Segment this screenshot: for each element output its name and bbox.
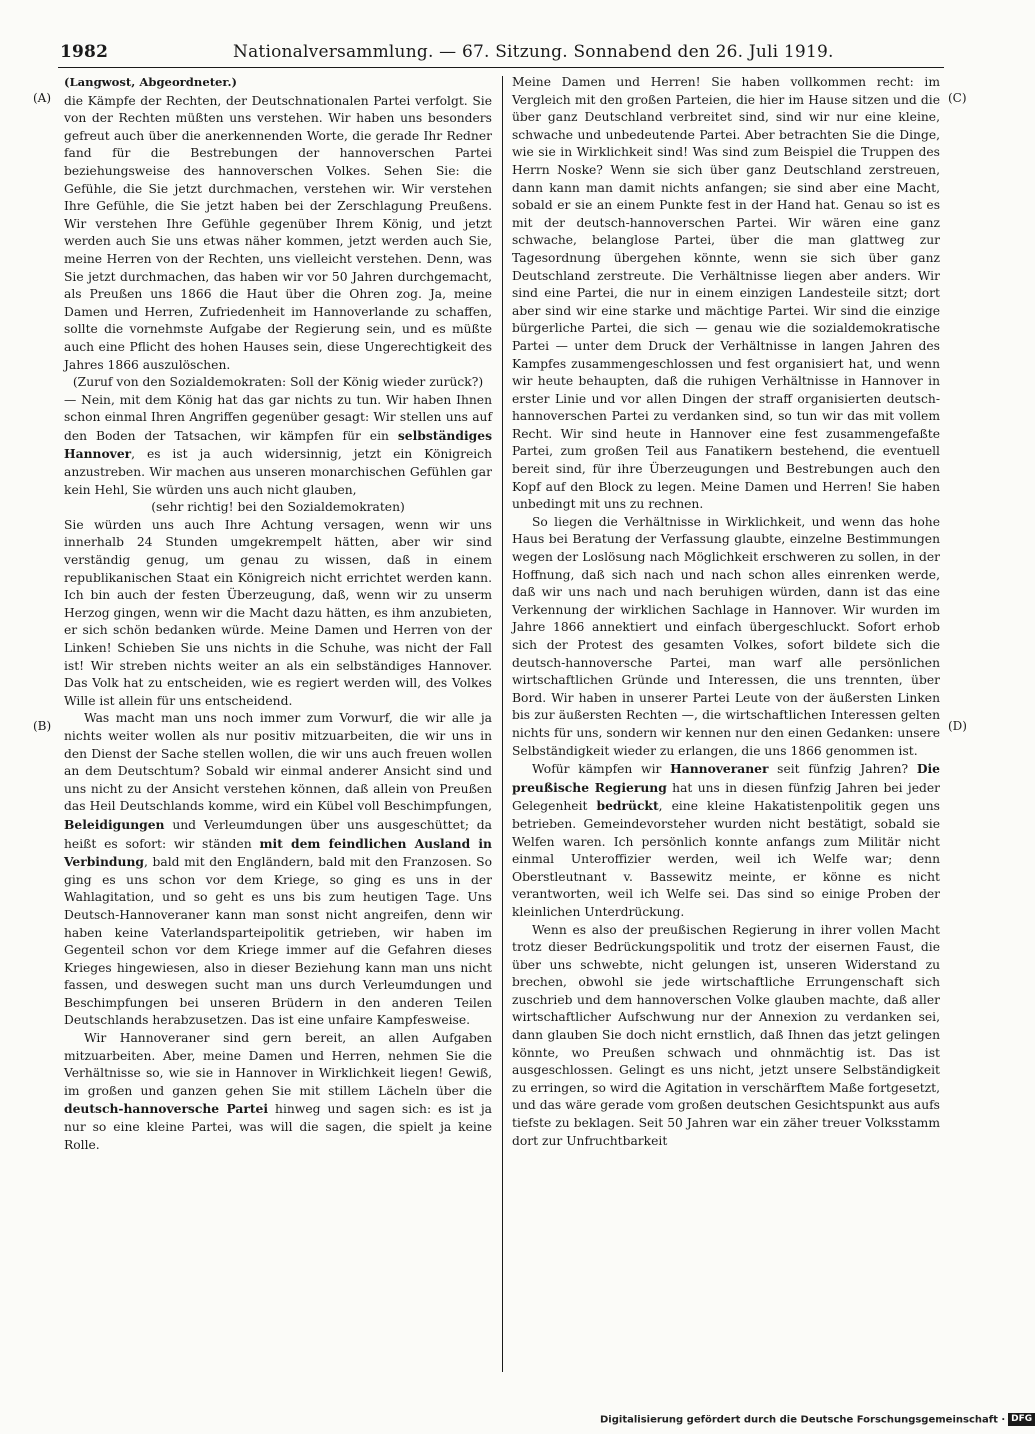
emphasis: Die preußische Regierung	[512, 761, 941, 795]
text-run: Wir Hannoveraner sind gern bereit, an allen Aufgaben mitzuarbeiten. Aber, meine Damen und Herren, nehmen Sie die Verhältnisse so, wie sie in Hannover in Wirklichkeit liegen! Gewiß, im großen und ganzen gehen Sie mit stillem Lächeln über die	[64, 1031, 492, 1098]
paragraph	[64, 1030, 492, 1154]
interjection: (sehr richtig! bei den Sozialdemokraten)	[151, 500, 405, 515]
right-column	[512, 74, 940, 1150]
left-column	[64, 74, 492, 1154]
paragraph	[64, 392, 492, 500]
text-run: , es ist ja auch widersinnig, jetzt ein Königreich anzustreben. Wir machen aus unseren monarchischen Gefühlen gar kein Hehl, Sie würden uns auch nicht glauben,	[64, 447, 492, 497]
speaker-label: (Langwost, Abgeordneter.)	[64, 75, 237, 89]
text-run: und Verleumdungen über uns ausgeschüttet; da heißt es sofort: wir ständen	[64, 817, 492, 851]
emphasis: Beleidigungen	[64, 816, 165, 832]
digitization-credit	[600, 1413, 1033, 1429]
margin-letter-c: (C)	[948, 91, 967, 105]
page-header	[58, 40, 944, 66]
emphasis: mit dem feindlichen Ausland in Verbindung	[64, 835, 492, 870]
margin-letter-b: (B)	[33, 719, 52, 733]
margin-letter-d: (D)	[948, 719, 967, 733]
dfg-logo: DFG	[1008, 1413, 1035, 1426]
running-head: Nationalversammlung. — 67. Sitzung. Sonnabend den 26. Juli 1919.	[233, 42, 834, 62]
text-run: — Nein, mit dem König hat das gar nichts zu tun. Wir haben Ihnen schon einmal Ihren Angriffen gegenüber gesagt: Wir stellen uns auf den Boden der Tatsachen, wir kämpfen für ein	[64, 392, 492, 443]
header-rule	[58, 67, 944, 68]
paragraph: So liegen die Verhältnisse in Wirklichkeit, und wenn das hohe Haus bei Beratung der Verfassung glaubte, einzelne Bestimmungen wegen der Loslösung nach Möglichkeit erschweren zu sollen, in der Hoffnung, daß sich nach und nach schon alles einrenken werde, daß wir uns nach und nach beruhigen würden, dann ist das eine Verkennung der wirklichen Sachlage in Hannover. Wir wurden im Jahre 1866 annektiert und einfach übergeschluckt. Sofort erhob sich der Protest des gesamten Volkes, sofort bildete sich die deutsch-hannoversche Partei, man warf alle persönlichen wirtschaftlichen Gründe und Interessen, die uns trennten, über Bord. Wir haben in unserer Partei Leute von der äußersten Linken bis zur äußersten Rechten —, die wirtschaftlichen Interessen gelten nichts für uns, sondern wir kennen nur den einen Gedanken: unsere Selbständigkeit wieder zu erlangen, die uns 1866 genommen ist.	[512, 514, 940, 758]
text-run: hat uns in diesen fünfzig Jahren bei jeder Gelegenheit	[512, 780, 940, 814]
paragraph: Meine Damen und Herren! Sie haben vollkommen recht: im Vergleich mit den großen Parteien, die hier im Hause sitzen und die über ganz Deutschland verbreitet sind, sind wir nur eine kleine, schwache und unbedeutende Partei. Aber betrachten Sie die Dinge, wie sie in Wirklichkeit sind! Was sind zum Beispiel die Truppen des Herrn Noske? Wenn sie sich über ganz Deutschland zerstreuen, dann kann man damit nichts anfangen; sie sind aber eine Macht, sobald er sie an einem Punkte fest in der Hand hat. Genau so ist es mit der deutsch-hannoverschen Partei. Wir wären eine ganz schwache, belanglose Partei, über die man glattweg zur Tagesordnung übergehen könnte, wenn sie sich über ganz Deutschland zerstreute. Die Verhältnisse liegen aber anders. Wir sind eine Partei, die nur in einem einzigen Landesteile sitzt; dort aber sind wir eine starke und mächtige Partei. Wir sind die einzige bürgerliche Partei, die sich — genau wie die sozialdemokratische Partei — unter dem Druck der Verhältnisse in langen Jahren des Kampfes zusammengeschlossen und fest organisiert hat, und wenn wir heute behaupten, daß die ruhigen Verhältnisse in Hannover in erster Linie und vor allen Dingen der straff organisierten deutsch-hannoverschen Partei zu verdanken sind, so tun wir das mit vollem Recht. Wir sind heute in Hannover eine fest zusammengefaßte Partei, zum großen Teil aus Fanatikern bestehend, die eventuell bereit sind, für ihre Überzeugungen und Bestrebungen auch den Kopf auf den Block zu legen. Meine Damen und Herren! Sie haben unbedingt mit uns zu rechnen.	[512, 75, 940, 512]
text-run: hinweg und sagen sich: es ist ja nur so eine kleine Partei, was will die sagen, die spielt ja keine Rolle.	[64, 1102, 493, 1152]
paragraph: Wenn es also der preußischen Regierung in ihrer vollen Macht trotz dieser Bedrückungspolitik und trotz der eisernen Faust, die über uns schwebte, nicht gelungen ist, unseren Widerstand zu brechen, obwohl sie jede wirtschaftliche Errungenschaft sich zuschrieb und dem hannoverschen Volke glauben machte, daß aller wirtschaftlicher Aufschwung nur der Annexion zu verdanken sei, dann glauben Sie doch nicht ernstlich, daß Ihnen das jetzt gelingen könnte, wo Preußen schwach und ohnmächtig ist. Das ist ausgeschlossen. Gelingt es uns nicht, jetzt unsere Selbständigkeit zu erringen, so wird die Agitation in verschärftem Maße fortgesetzt, und das wäre gerade vom großen deutschen Gesichtspunkt aus aufs tiefste zu beklagen. Seit 50 Jahren war ein zäher treuer Volksstamm dort zur Unfruchtbarkeit	[512, 922, 940, 1148]
emphasis: Hannoveraner	[670, 761, 769, 777]
emphasis: selbständiges Hannover	[64, 427, 492, 462]
emphasis: bedrückt	[596, 798, 659, 814]
page-number: 1982	[60, 42, 109, 62]
column-divider	[502, 76, 503, 1372]
credit-text: Digitalisierung gefördert durch die Deutsche Forschungsgemeinschaft ·	[600, 1414, 1006, 1426]
margin-letter-a: (A)	[33, 91, 52, 105]
text-run: seit fünfzig Jahren?	[768, 762, 917, 777]
paragraph	[64, 710, 492, 1030]
text-run: , eine kleine Hakatistenpolitik gegen uns betrieben. Gemeindevorsteher wurden nicht bestätigt, sobald sie Welfen waren. Ich persönlich konnte anfangs zum Militär nicht einmal Unteroffizier werden, weil ich Welfe war; denn Oberstleutnant v. Bassewitz meinte, er könne es nicht verantworten, weil ich Welfe sei. Das sind so einige Proben der kleinlichen Unterdrückung.	[512, 799, 940, 919]
interjection: (Zuruf von den Sozialdemokraten: Soll der König wieder zurück?)	[72, 375, 484, 390]
text-run: Wofür kämpfen wir	[532, 762, 671, 777]
text-run: Was macht man uns noch immer zum Vorwurf, die wir alle ja nichts weiter wollen als nur positiv mitzuarbeiten, die wir uns in den Dienst der Sache stellen wollen, die wir uns auch freuen wollen an dem Deutschtum? Sobald wir einmal anderer Ansicht sind und uns nicht zu der Ansicht verstehen können, daß allein von Preußen das Heil Deutschlands komme, wird ein Kübel voll Beschimpfungen,	[64, 711, 492, 814]
paragraph	[512, 760, 940, 921]
text-run: , bald mit den Engländern, bald mit den Franzosen. So ging es uns schon vor dem Kriege, so ging es uns in der Wahlagitation, und so geht es uns bis zum heutigen Tage. Uns Deutsch-Hannoveraner kann man sonst nicht angreifen, denn wir haben keine Vaterlandsparteipolitik getrieben, wir haben im Gegenteil schon vor dem Kriege immer auf die Gefahren dieses Krieges hingewiesen, also in dieser Beziehung kann man uns nicht fassen, und deswegen sucht man uns durch Verleumdungen und Beschimpfungen bei unseren Brüdern in den anderen Teilen Deutschlands herabzusetzen. Das ist eine unfaire Kampfesweise.	[64, 855, 492, 1028]
emphasis: deutsch-hannoversche Partei	[64, 1101, 269, 1117]
paragraph: Sie würden uns auch Ihre Achtung versagen, wenn wir uns innerhalb 24 Stunden umgekrempelt hätten, aber wir sind verständig genug, um genau zu wissen, daß in einem republikanischen Staat ein Königreich nicht errichtet werden kann. Ich bin auch der festen Überzeugung, daß, wenn wir zu unserm Herzog gingen, wenn wir die Macht dazu hätten, es ihm anzubieten, er sich schön bedanken würde. Meine Damen und Herren von der Linken! Schieben Sie uns nichts in die Schuhe, was nicht der Fall ist! Wir streben nichts weiter an als ein selbständiges Hannover. Das Volk hat zu entscheiden, wie es regiert werden will, des Volkes Wille ist allein für uns entscheidend.	[64, 517, 492, 708]
paragraph: die Kämpfe der Rechten, der Deutschnationalen Partei verfolgt. Sie von der Rechten müßten uns verstehen. Wir haben uns besonders gefreut auch über die anerkennenden Worte, die gerade Ihr Redner fand für die Bestrebungen der hannoverschen Partei beziehungsweise des hannoverschen Volkes. Sehen Sie: die Gefühle, die Sie jetzt durchmachen, verstehen wir. Wir verstehen Ihre Gefühle, die Sie jetzt haben bei der Zerschlagung Preußens. Wir verstehen Ihre Gefühle gegenüber Ihrem König, und jetzt werden auch Sie uns etwas näher kommen, jetzt werden auch Sie, meine Herren von der Rechten, uns vielleicht verstehen. Denn, was Sie jetzt durchmachen, das haben wir vor 50 Jahren durchgemacht, als Preußen uns 1866 die Haut über die Ohren zog. Ja, meine Damen und Herren, Zufriedenheit im Hannoverlande zu schaffen, sollte die vornehmste Aufgabe der Regierung sein, und es müßte auch eine Pflicht des hohen Hauses sein, diese Ungerechtigkeit des Jahres 1866 auszulöschen.	[64, 93, 492, 372]
